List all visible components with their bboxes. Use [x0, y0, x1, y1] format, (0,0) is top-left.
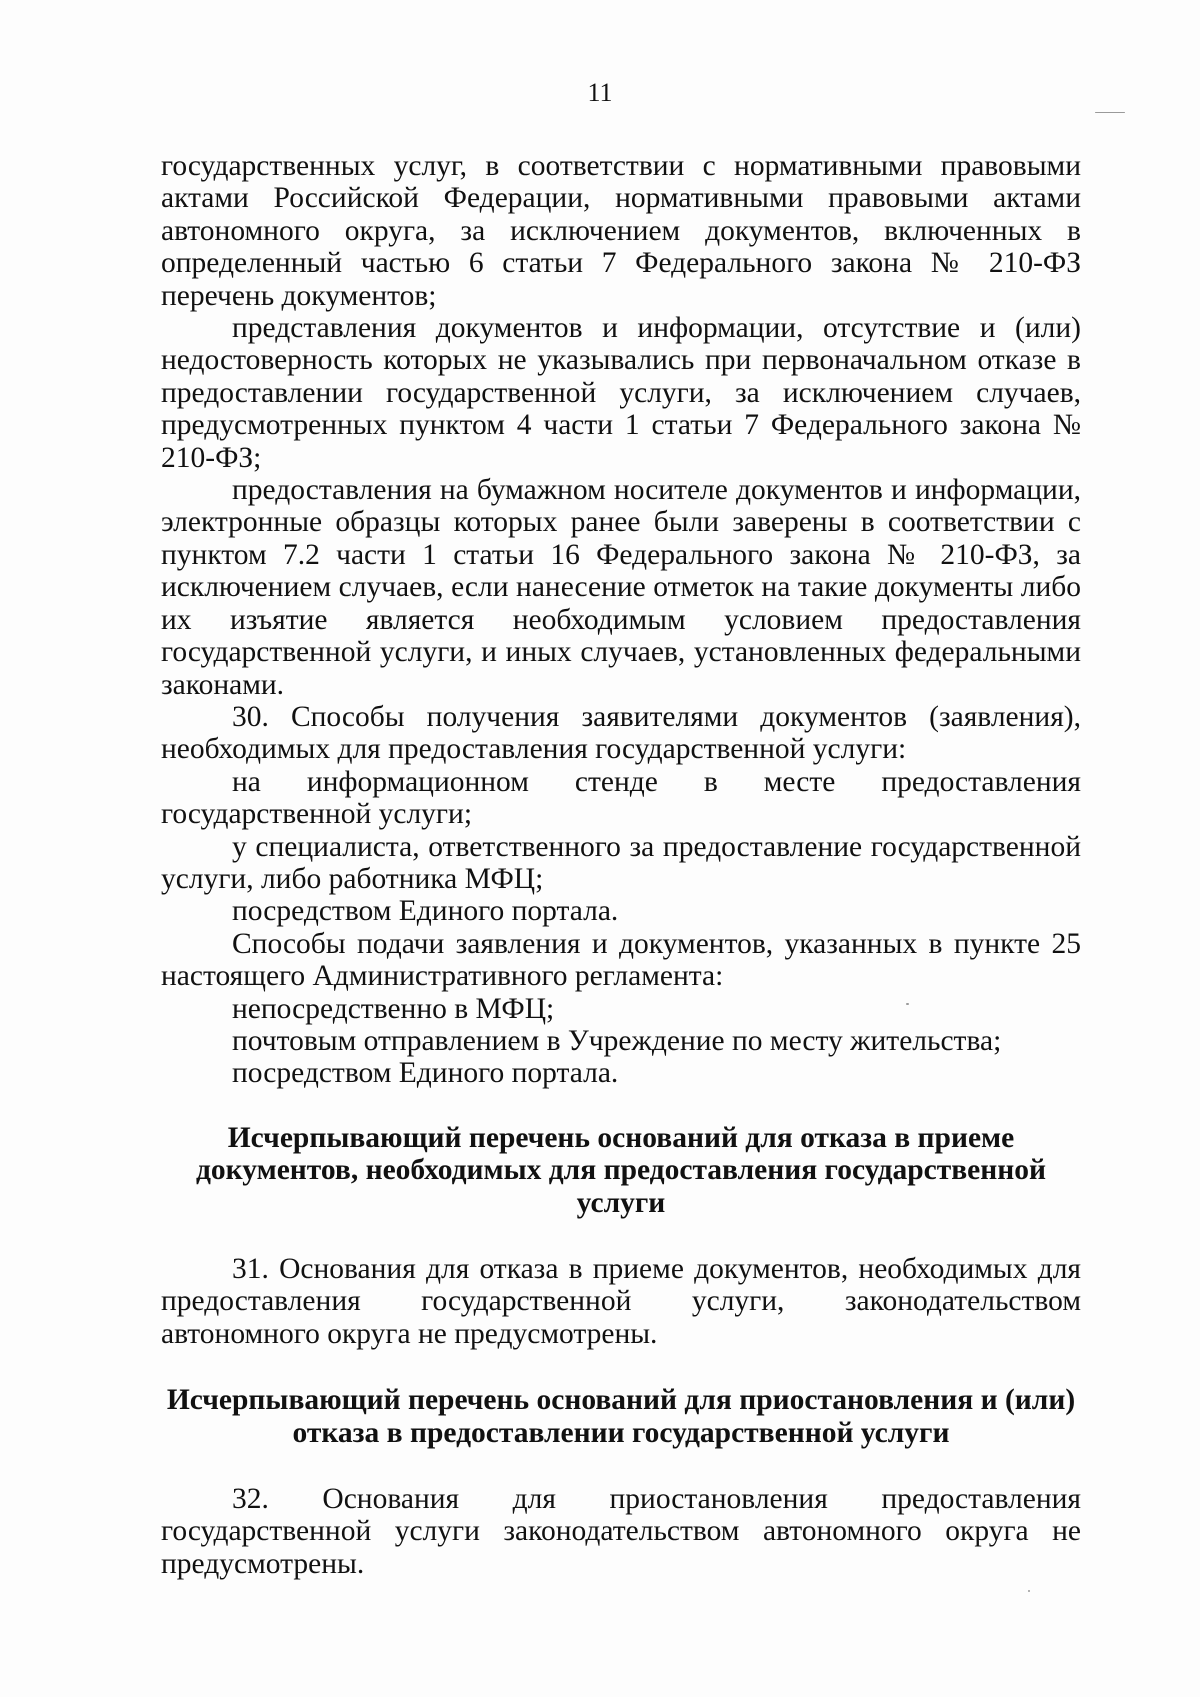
list-item: непосредственно в МФЦ; — [232, 992, 555, 1025]
paragraph: Способы подачи заявления и документов, указанных в пункте 25 настоящего Административного регламента: — [161, 927, 1081, 993]
paragraph: государственных услуг, в соответствии с нормативными правовыми актами Российской Федерации, нормативными правовыми актами автономного округа, за исключением документов, включенных в определенный частью 6 статьи 7 Федерального закона № 210-ФЗ перечень документов; — [161, 150, 1081, 312]
paragraph-item-32: 32. Основания для приостановления предоставления государственной услуги законодательством автономного округа не предусмотрены. — [161, 1483, 1081, 1580]
scan-speck — [906, 1003, 909, 1005]
heading-line: Исчерпывающий перечень оснований для отказа в приеме — [227, 1121, 1015, 1154]
list-item: на информационном стенде в месте предоставления государственной услуги; — [161, 765, 1081, 831]
page-number: 11 — [587, 78, 613, 107]
list-item: посредством Единого портала. — [232, 1057, 619, 1090]
document-body — [161, 150, 1081, 1580]
section-heading — [161, 1384, 1081, 1449]
paragraph-item-30: 30. Способы получения заявителями документов (заявления), необходимых для предоставления государственной услуги: — [161, 700, 1081, 766]
list-item: у специалиста, ответственного за предоставление государственной услуги, либо работника МФЦ; — [161, 830, 1081, 895]
paragraph-item-31: 31. Основания для отказа в приеме документов, необходимых для предоставления государственной услуги, законодательством автономного округа не предусмотрены. — [161, 1253, 1081, 1350]
heading-line: документов, необходимых для предоставления государственной услуги — [196, 1154, 1046, 1219]
spacer — [161, 1350, 1081, 1384]
paragraph: представления документов и информации, отсутствие и (или) недостоверность которых не указывались при первоначальном отказе в предоставлении государственной услуги, за исключением случаев, предусмотренных пунктом 4 части 1 статьи 7 Федерального закона № 210-ФЗ; — [161, 312, 1081, 474]
heading-line: отказа в предоставлении государственной услуги — [292, 1416, 950, 1449]
scan-speck — [1095, 112, 1125, 113]
paragraph: предоставления на бумажном носителе документов и информации, электронные образцы которых ранее были заверены в соответствии с пунктом 7.2 части 1 статьи 16 Федерального закона № 210-ФЗ, за исключением случаев, если нанесение отметок на такие документы либо их изъятие является необходимым условием предоставления государственной услуги, и иных случаев, установленных федеральными законами. — [161, 474, 1081, 701]
scan-speck — [1028, 1590, 1030, 1592]
spacer — [161, 1449, 1081, 1483]
list-item: посредством Единого портала. — [232, 895, 619, 928]
spacer — [161, 1219, 1081, 1253]
spacer — [161, 1090, 1081, 1122]
list-item: почтовым отправлением в Учреждение по месту жительства; — [232, 1024, 1002, 1057]
heading-line: Исчерпывающий перечень оснований для приостановления и (или) — [166, 1384, 1076, 1417]
section-heading — [161, 1122, 1081, 1219]
